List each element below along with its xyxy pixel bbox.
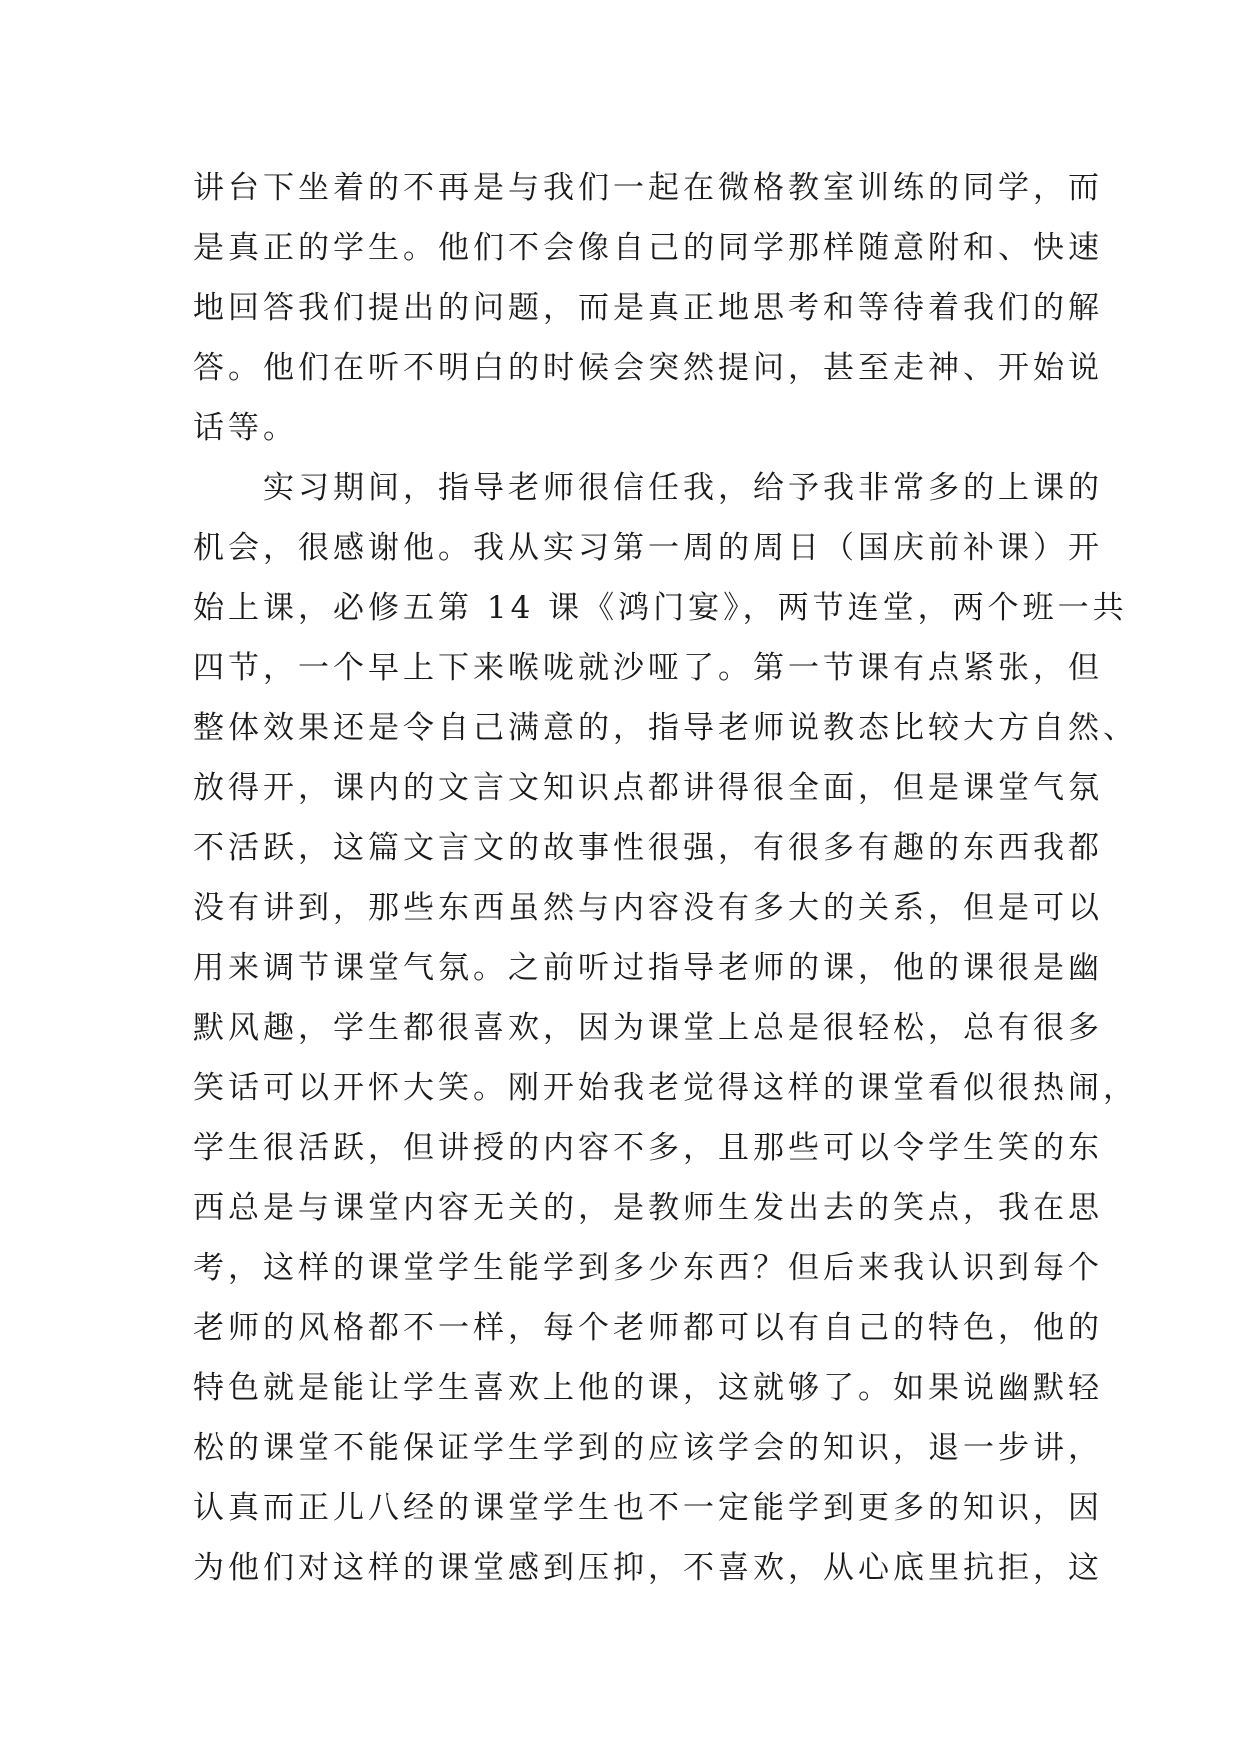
text-line: 没有讲到，那些东西虽然与内容没有多大的关系，但是可以 [193,890,1103,926]
text-line: 西总是与课堂内容无关的，是教师生发出去的笑点，我在思 [193,1190,1103,1226]
text-line: 实习期间，指导老师很信任我，给予我非常多的上课的 [193,470,1103,506]
text-line: 话等。 [193,410,298,446]
text-line: 认真而正儿八经的课堂学生也不一定能学到更多的知识，因 [193,1490,1103,1526]
text-line: 整体效果还是令自己满意的，指导老师说教态比较大方自然、 [193,710,1138,746]
text-line: 四节，一个早上下来喉咙就沙哑了。第一节课有点紧张，但 [193,650,1103,686]
text-line: 特色就是能让学生喜欢上他的课，这就够了。如果说幽默轻 [193,1370,1103,1406]
text-line: 不活跃，这篇文言文的故事性很强，有很多有趣的东西我都 [193,830,1103,866]
text-line: 笑话可以开怀大笑。刚开始我老觉得这样的课堂看似很热闹， [193,1070,1138,1106]
paragraph-1 [193,158,1103,458]
text-line: 学生很活跃，但讲授的内容不多，且那些可以令学生笑的东 [193,1130,1103,1166]
text-line: 松的课堂不能保证学生学到的应该学会的知识，退一步讲， [193,1430,1103,1466]
text-line: 为他们对这样的课堂感到压抑，不喜欢，从心底里抗拒，这 [193,1550,1103,1586]
body-text [193,158,1138,1598]
text-line: 默风趣，学生都很喜欢，因为课堂上总是很轻松，总有很多 [193,1010,1103,1046]
text-line: 讲台下坐着的不再是与我们一起在微格教室训练的同学，而 [193,170,1103,206]
text-line: 是真正的学生。他们不会像自己的同学那样随意附和、快速 [193,230,1103,266]
text-line: 始上课，必修五第 14 课《鸿门宴》，两节连堂，两个班一共 [193,590,1128,626]
text-line: 机会，很感谢他。我从实习第一周的周日（国庆前补课）开 [193,530,1103,566]
text-line: 考，这样的课堂学生能学到多少东西？但后来我认识到每个 [193,1250,1103,1286]
text-line: 用来调节课堂气氛。之前听过指导老师的课，他的课很是幽 [193,950,1103,986]
text-line: 放得开，课内的文言文知识点都讲得很全面，但是课堂气氛 [193,770,1103,806]
text-line: 答。他们在听不明白的时候会突然提问，甚至走神、开始说 [193,350,1103,386]
text-line: 老师的风格都不一样，每个老师都可以有自己的特色，他的 [193,1310,1103,1346]
text-line: 地回答我们提出的问题，而是真正地思考和等待着我们的解 [193,290,1103,326]
paragraph-2 [193,458,1138,1598]
